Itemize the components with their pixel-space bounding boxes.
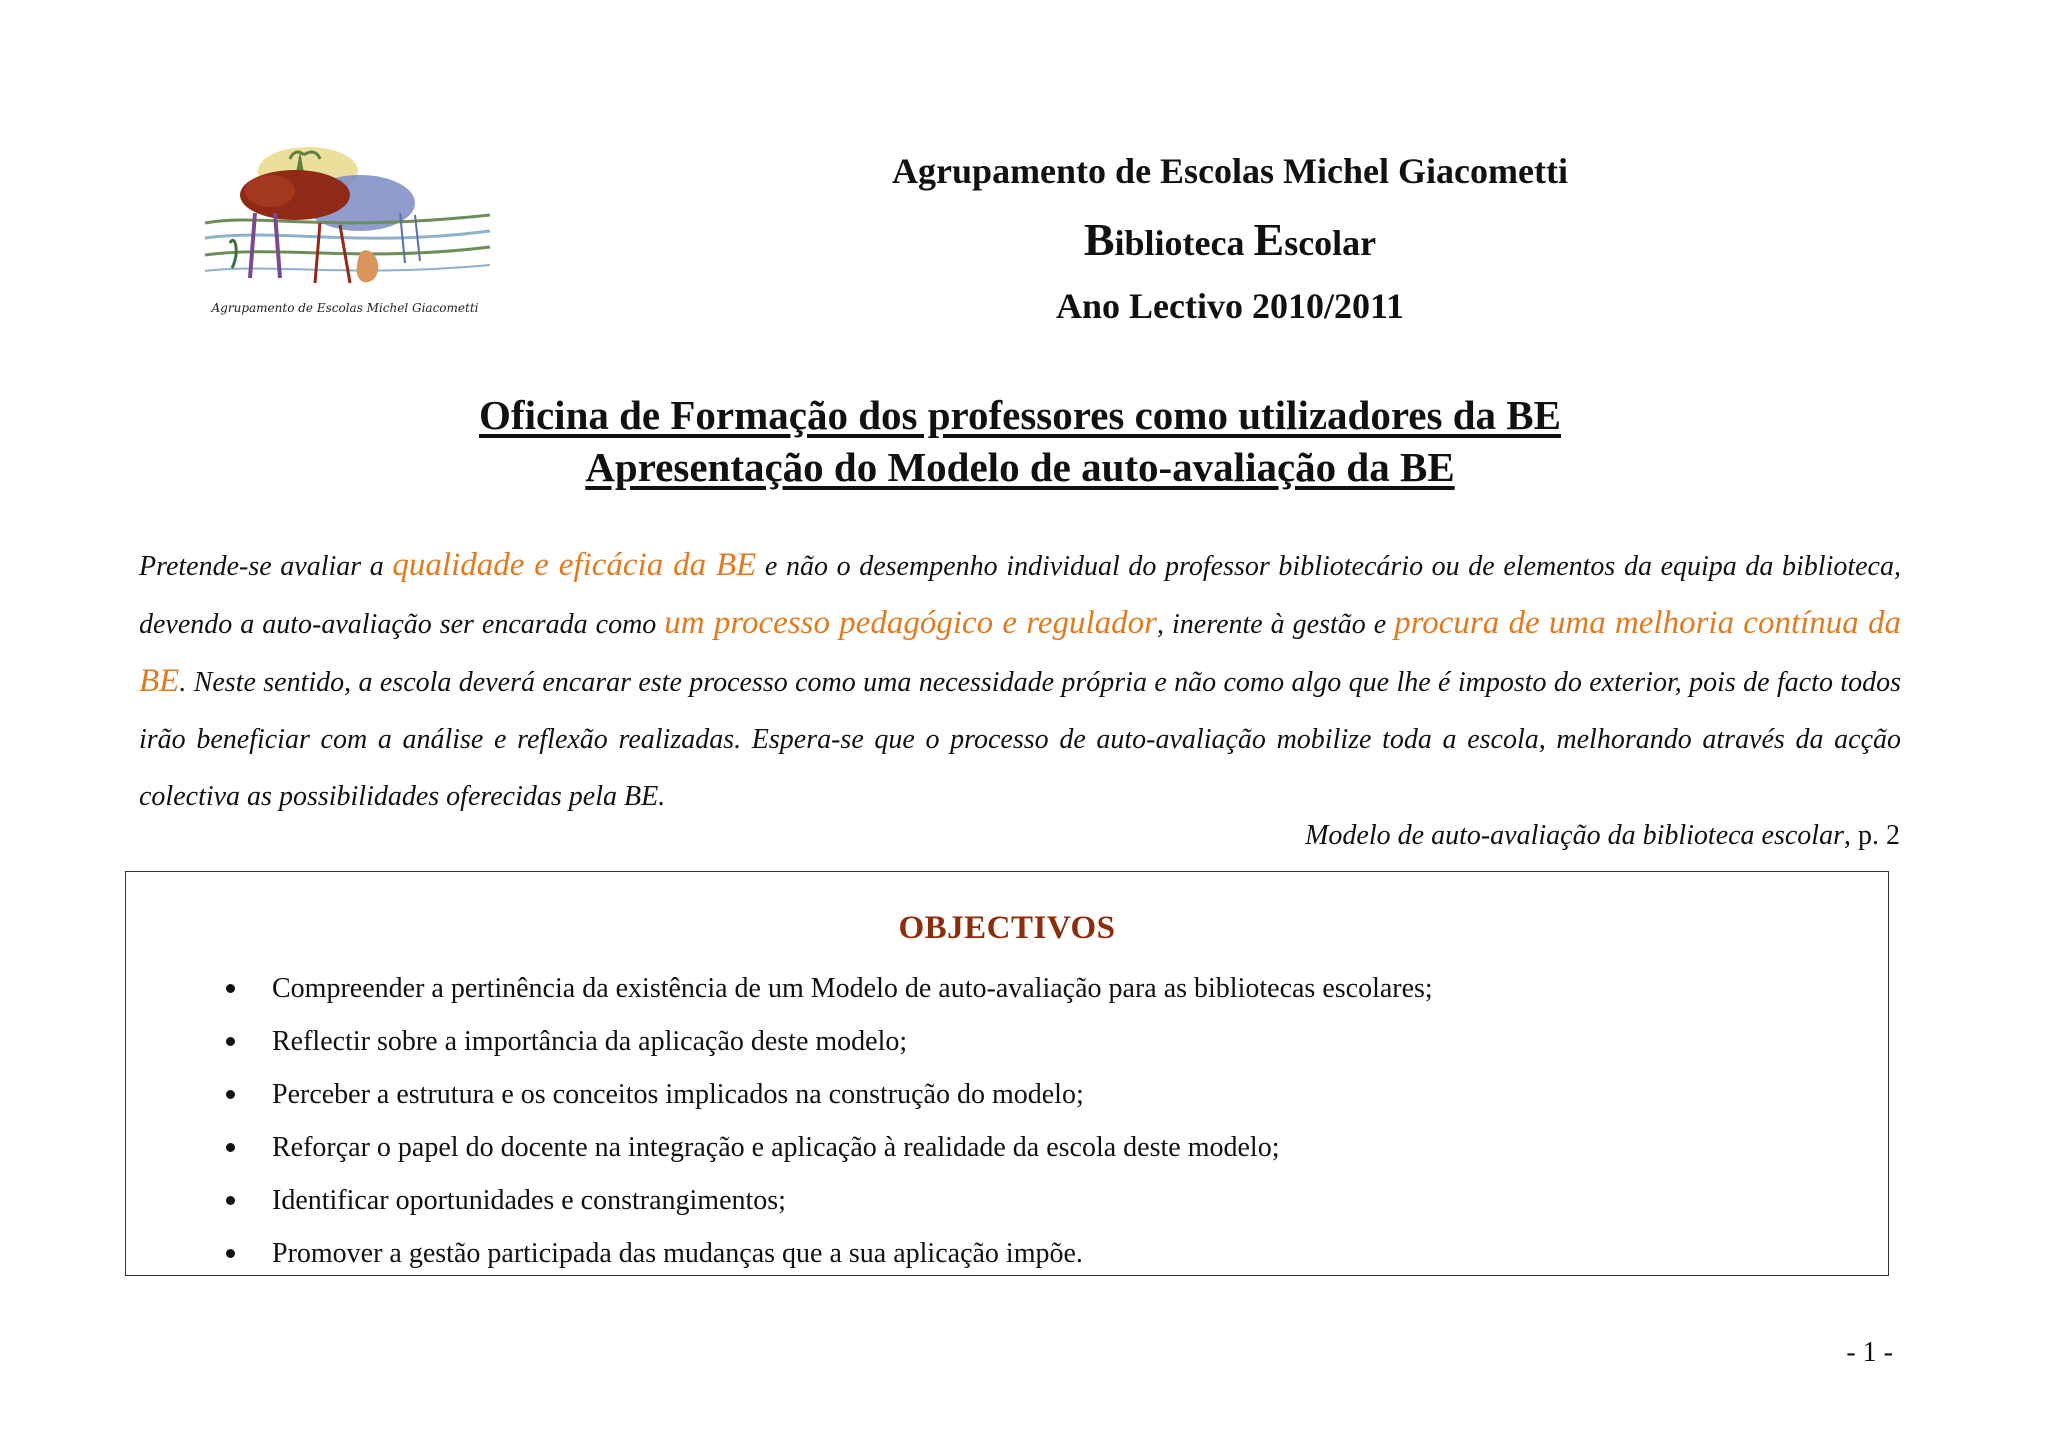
bullet-icon — [226, 1196, 235, 1205]
objectives-title: OBJECTIVOS — [898, 910, 1116, 946]
list-item — [226, 1068, 1826, 1121]
intro-highlight-3: procura de uma melhoria contínua da BE — [139, 605, 1902, 699]
bullet-icon — [226, 1090, 235, 1099]
intro-text-4: . Neste sentido, a escola deverá encarar este processo como uma necessidade própria e não como algo que lhe é imposto do exterior, pois de facto todos irão beneficiar com a análise e reflexão realizadas. Espera-se que o processo de auto-avaliação mobilize toda a escola, melhorando através da acção colectiva as possibilidades oferecidas pela BE. — [139, 667, 1901, 812]
intro-highlight-1: qualidade e eficácia da BE — [392, 547, 757, 583]
library-initial-b: B — [1083, 214, 1115, 265]
objective-text: Promover a gestão participada das mudanças que a sua aplicação impõe. — [272, 1238, 1083, 1269]
intro-text-3: , inerente à gestão e — [1157, 609, 1395, 640]
objective-text: Identificar oportunidades e constrangimentos; — [272, 1185, 786, 1216]
page-number: - 1 - — [1846, 1337, 1893, 1368]
school-year: Ano Lectivo 2010/2011 — [1056, 286, 1404, 326]
library-initial-e: E — [1253, 214, 1285, 265]
intro-highlight-2: um processo pedagógico e regulador — [664, 605, 1158, 641]
list-item — [226, 1174, 1826, 1227]
citation-source: Modelo de auto-avaliação da biblioteca escolar — [1305, 820, 1844, 851]
bullet-icon — [226, 1249, 235, 1258]
school-logo — [200, 143, 500, 323]
intro-text-1: Pretende-se avaliar a — [139, 551, 393, 582]
page-title: Oficina de Formação dos professores como utilizadores da BE — [479, 392, 1561, 438]
list-item — [226, 1015, 1826, 1068]
objective-text: Compreender a pertinência da existência de um Modelo de auto-avaliação para as bibliotecas escolares; — [272, 973, 1433, 1004]
objectives-box — [125, 871, 1889, 1276]
objective-text: Reforçar o papel do docente na integração e aplicação à realidade da escola deste modelo; — [272, 1132, 1280, 1163]
objective-text: Perceber a estrutura e os conceitos implicados na construção do modelo; — [272, 1079, 1084, 1110]
bullet-icon — [226, 984, 235, 993]
library-word-2: scolar — [1284, 223, 1377, 263]
bullet-icon — [226, 1143, 235, 1152]
intro-text-2: e não o desempenho individual do professor bibliotecário ou de elementos da equipa da biblioteca, devendo a auto-avaliação ser encarada como — [139, 551, 1901, 640]
library-word-1: iblioteca — [1114, 223, 1254, 263]
objectives-list — [226, 962, 1826, 1280]
list-item — [226, 1121, 1826, 1174]
bullet-icon — [226, 1037, 235, 1046]
school-name: Agrupamento de Escolas Michel Giacometti — [892, 151, 1568, 191]
citation-page: , p. 2 — [1844, 820, 1900, 851]
citation — [1305, 820, 1900, 852]
objective-text: Reflectir sobre a importância da aplicação deste modelo; — [272, 1026, 908, 1057]
logo-illustration-icon — [200, 143, 500, 293]
list-item — [226, 1227, 1826, 1280]
logo-caption: Agrupamento de Escolas Michel Giacometti — [211, 301, 479, 315]
library-name — [780, 213, 1680, 266]
list-item — [226, 962, 1826, 1015]
page-subtitle: Apresentação do Modelo de auto-avaliação da BE — [585, 444, 1455, 490]
intro-paragraph — [139, 537, 1901, 825]
